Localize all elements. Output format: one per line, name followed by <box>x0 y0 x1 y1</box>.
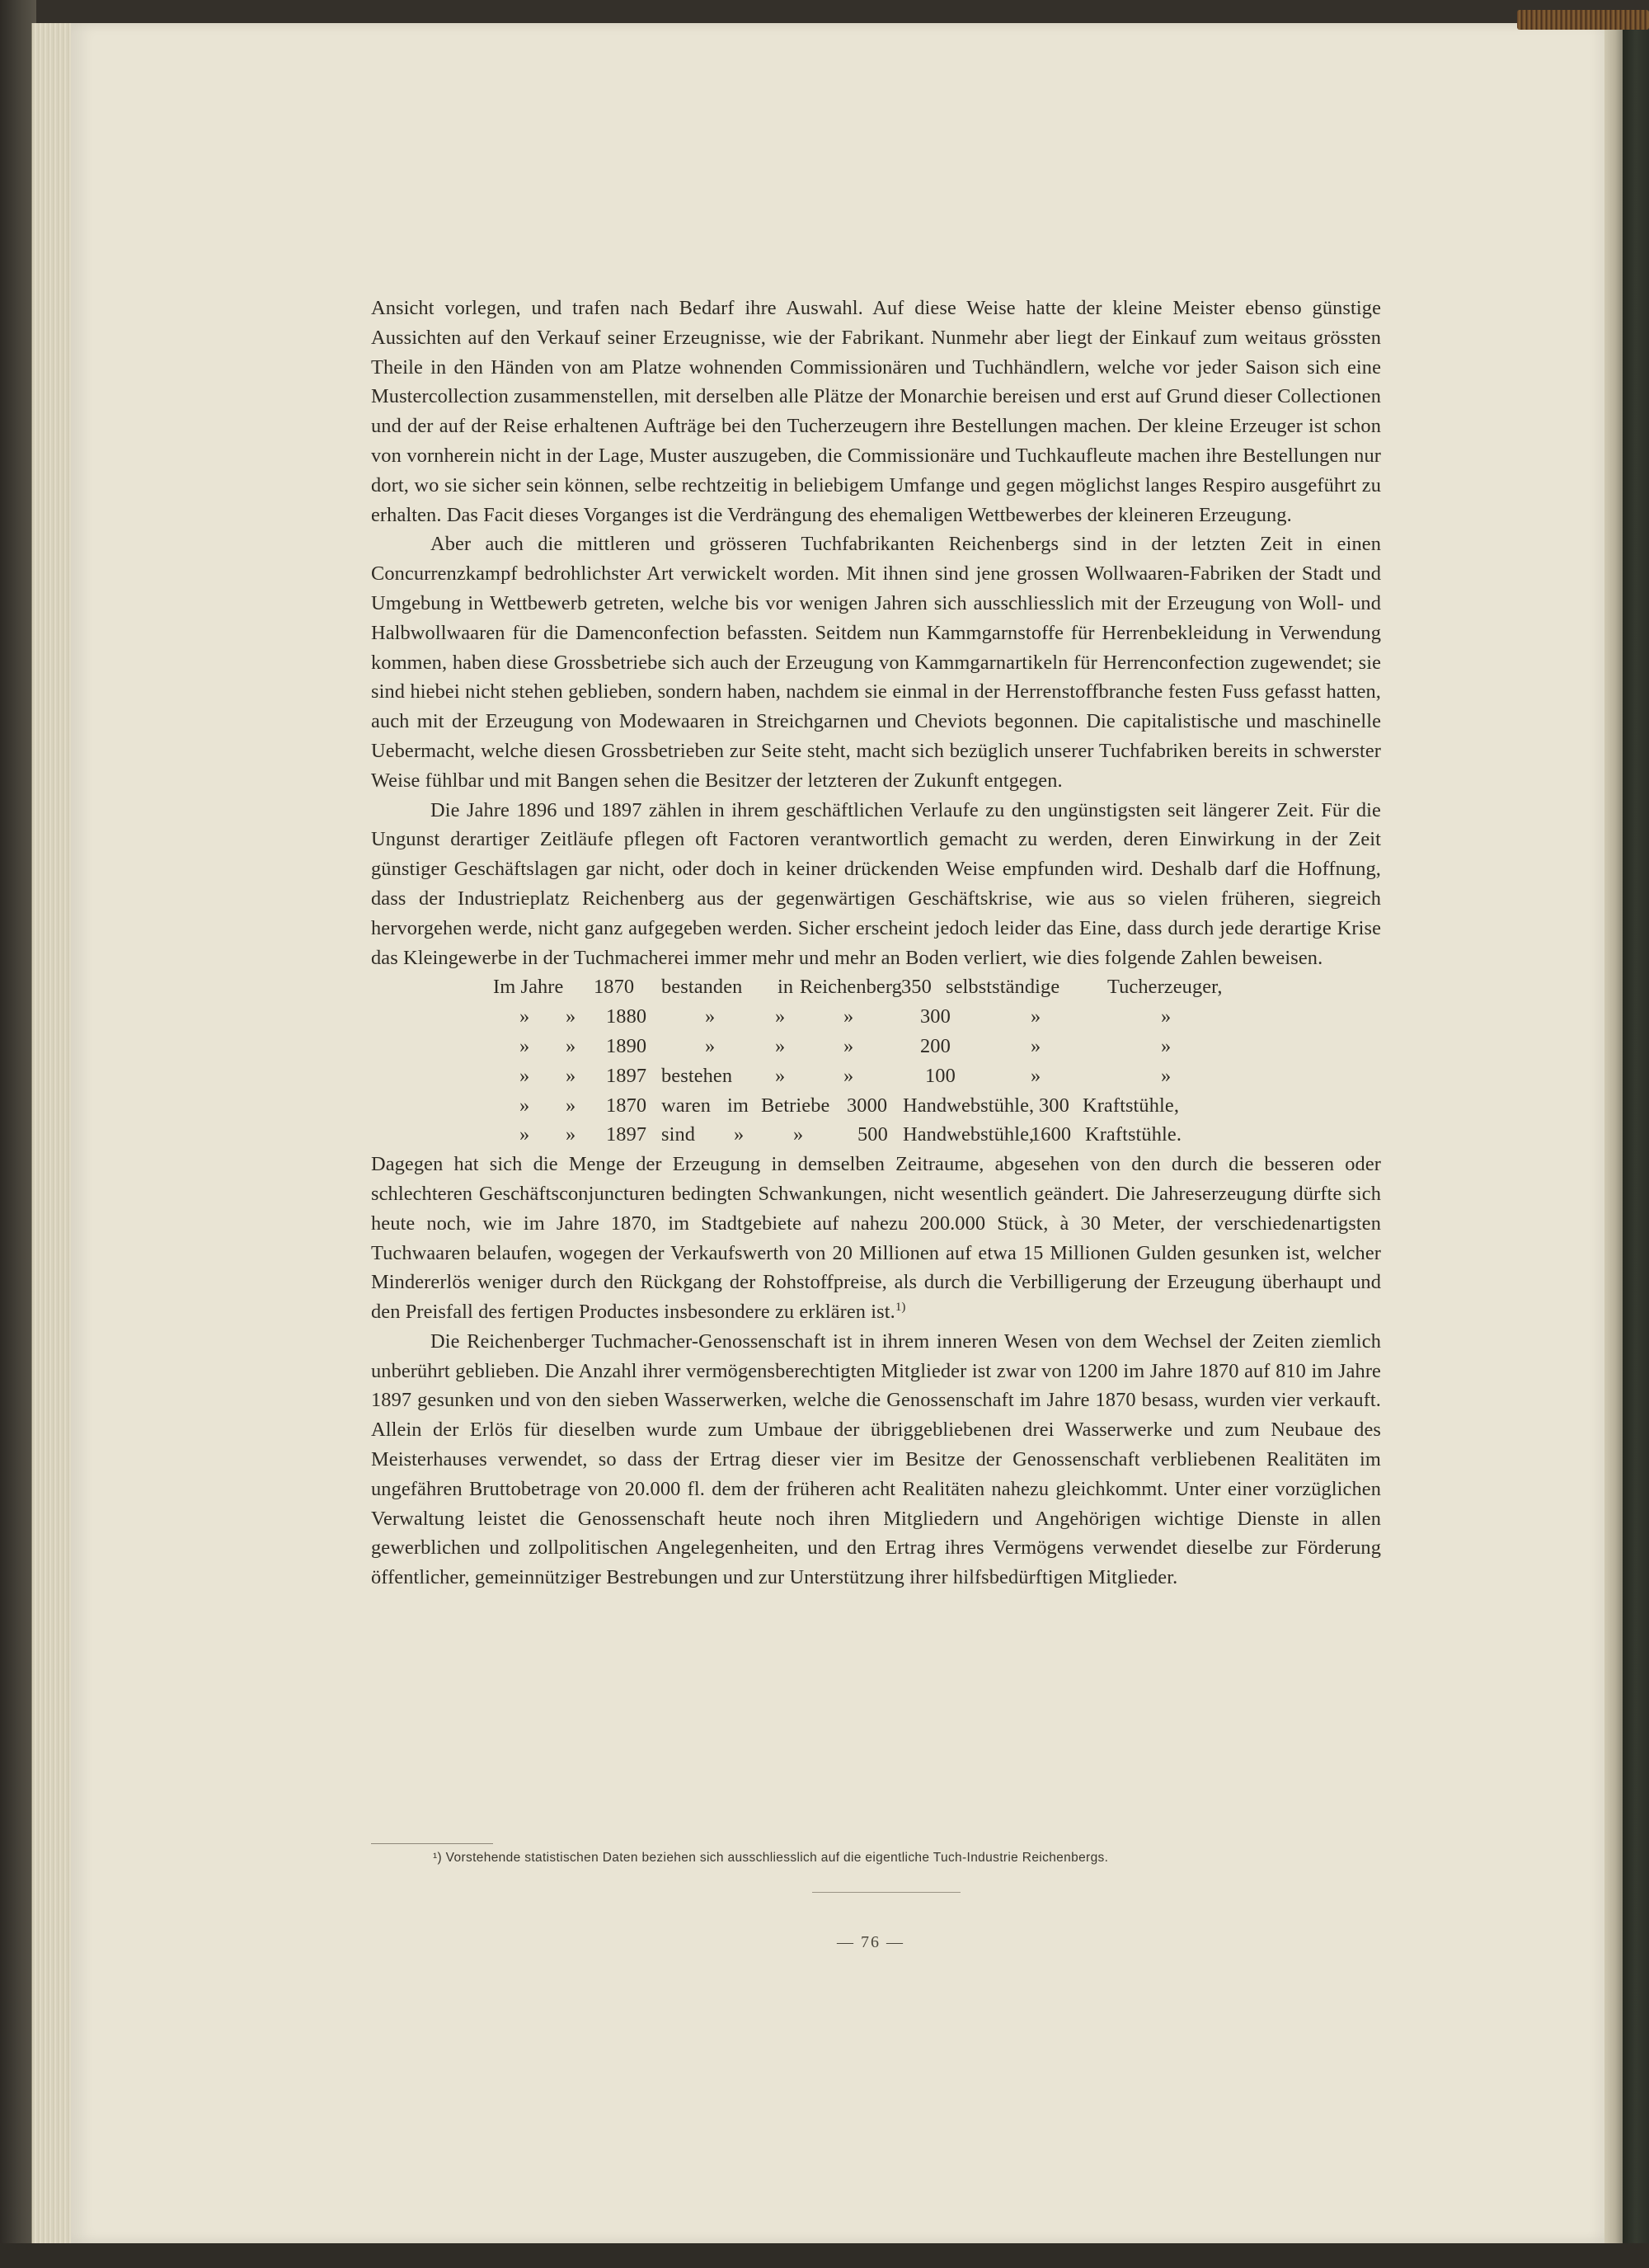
stats-cell: » <box>1161 1064 1172 1087</box>
stats-cell: » <box>519 1123 530 1146</box>
statistics-table <box>371 972 1381 1150</box>
stats-row <box>371 1061 1381 1091</box>
stats-row <box>371 1032 1381 1061</box>
paragraph-5: Die Reichenberger Tuchmacher-Genossenschaft ist in ihrem inneren Wesen von dem Wechsel der Zeiten ziemlich unberührt geblieben. Die Anzahl ihrer vermögensberechtigten Mitglieder ist zwar von 1200 im Jahre 1870 auf 810 im Jahre 1897 gesunken und von den sieben Wasserwerken, welche die Genossenschaft im Jahre 1870 besass, wurden vier verkauft. Allein der Erlös für dieselben wurde zum Umbaue der übriggebliebenen drei Wasserwerke und zum Neubaue des Meisterhauses verwendet, so dass der Ertrag dieser vier im Besitze der Genossenschaft verbliebenen Realitäten im ungefähren Bruttobetrage von 20.000 fl. dem der früheren acht Realitäten nahezu gleichkommt. Unter einer vorzüglichen Verwaltung leistet die Genossenschaft heute noch ihren Mitgliedern und Angehörigen wichtige Dienste in allen gewerblichen und zollpolitischen Angelegenheiten, und den Ertrag ihres Vermögens verwendet dieselbe zur Förderung öffentlicher, gemeinnütziger Bestrebungen und zur Unterstützung ihrer hilfsbedürftigen Mitglieder. <box>371 1329 1381 1589</box>
stats-cell: » <box>705 1005 716 1028</box>
footnote-reference[interactable]: 1) <box>895 1300 906 1314</box>
stats-cell: 3000 <box>847 1094 888 1117</box>
footnote-rule <box>371 1843 493 1844</box>
stats-cell: 1897 <box>606 1123 647 1146</box>
paragraph-4-text: Dagegen hat sich die Menge der Erzeugung in demselben Zeitraume, abgesehen von den durch die besseren oder schlechteren Geschäftsconjuncturen bedingten Schwankungen, nicht wesentlich geändert. Die Jahreserzeugung dürfte sich heute noch, wie im Jahre 1870, im Stadtgebiete auf nahezu 200.000 Stück, à 30 Meter, der verschiedenartigsten Tuchwaaren belaufen, wogegen der Verkaufswerth von 20 Millionen auf etwa 15 Millionen Gulden gesunken ist, welcher Mindererlös weniger durch den Rückgang der Rohstoffpreise, als durch die Verbilligerung der Erzeugung überhaupt und den Preisfall des fertigen Productes insbesondere zu erklären ist. <box>371 1153 1381 1324</box>
stats-cell: 300 <box>1039 1094 1069 1117</box>
book-headband <box>1517 10 1649 30</box>
stats-cell: » <box>775 1005 786 1028</box>
stats-cell: » <box>1031 1005 1041 1028</box>
stats-cell: 1897 <box>606 1064 647 1087</box>
stats-cell: 1870 <box>606 1094 647 1117</box>
stats-cell: 100 <box>925 1064 956 1087</box>
stats-cell: Handwebstühle, <box>903 1094 1035 1117</box>
stats-cell: » <box>705 1034 716 1057</box>
stats-cell: » <box>566 1094 576 1117</box>
bottom-shadow <box>0 2243 1649 2268</box>
stats-row <box>371 1120 1381 1150</box>
stats-cell: selbstständige <box>946 976 1060 999</box>
stats-cell: bestanden <box>661 976 743 999</box>
stats-row <box>371 972 1381 1002</box>
stats-cell: » <box>734 1123 745 1146</box>
stats-cell: 1880 <box>606 1005 647 1028</box>
paragraph-2: Aber auch die mittleren und grösseren Tuchfabrikanten Reichenbergs sind in der letzten Zeit in einen Concurrenzkampf bedrohlichster Art verwickelt worden. Mit ihnen sind jene grossen Wollwaaren-Fabriken der Stadt und Umgebung in Wettbewerb getreten, welche bis vor wenigen Jahren sich ausschliesslich mit der Erzeugung von Woll- und Halbwollwaaren für die Damenconfection befassten. Seitdem nun Kammgarnstoffe für Herrenbekleidung in Verwendung kommen, haben diese Grossbetriebe sich auch der Erzeugung von Kammgarnartikeln für Herrenconfection zugewendet; sie sind hiebei nicht stehen geblieben, sondern haben, nachdem sie einmal in der Herrenstoffbranche festen Fuss gefasst hatten, auch mit der Erzeugung von Modewaaren in Streichgarnen und Cheviots begonnen. Die capitalistische und maschinelle Uebermacht, welche diesen Grossbetrieben zur Seite steht, macht sich bezüglich unserer Tuchfabriken bereits in schwerster Weise fühlbar und mit Bangen sehen die Besitzer der letzteren der Zukunft entgegen. <box>371 533 1381 792</box>
stats-cell: waren <box>661 1094 712 1117</box>
stats-cell: 200 <box>920 1034 951 1057</box>
page-number: — 76 — <box>837 1933 904 1951</box>
stats-cell: » <box>1161 1005 1172 1028</box>
stats-cell: » <box>519 1034 530 1057</box>
stats-cell: Kraftstühle, <box>1083 1094 1180 1117</box>
page-edges-left <box>31 23 75 2243</box>
footnote: ¹) Vorstehende statistischen Daten beziehen sich ausschliesslich auf die eigentliche Tuch-Industrie Reichenbergs. <box>433 1851 1109 1865</box>
stats-cell: 1890 <box>606 1034 647 1057</box>
stats-cell: Handwebstühle, <box>903 1123 1035 1146</box>
stats-cell: » <box>1031 1064 1041 1087</box>
stats-cell: 1600 <box>1031 1123 1072 1146</box>
stats-row <box>371 1002 1381 1032</box>
paragraph-4 <box>371 1150 1381 1327</box>
stats-cell: Kraftstühle. <box>1085 1123 1182 1146</box>
stats-cell: » <box>775 1034 786 1057</box>
stats-cell: Tucherzeuger, <box>1107 976 1223 999</box>
book-cover-right <box>1623 16 1649 2252</box>
stats-cell: » <box>1161 1034 1172 1057</box>
main-text-column <box>371 294 1381 1593</box>
stats-cell: 300 <box>920 1005 951 1028</box>
stats-cell: in <box>778 976 794 999</box>
paragraph-3: Die Jahre 1896 und 1897 zählen in ihrem geschäftlichen Verlaufe zu den ungünstigsten seit längerer Zeit. Für die Ungunst derartiger Zeitläufe pflegen oft Factoren verantwortlich gemacht zu werden, deren Einwirkung in der Zeit günstiger Geschäftslagen gar nicht, oder doch in keiner drückenden Weise empfunden wird. Deshalb darf die Hoffnung, dass der Industrieplatz Reichenberg aus der gegenwärtigen Geschäftskrise, wie aus so vielen früheren, siegreich hervorgehen werde, nicht ganz aufgegeben werden. Sicher erscheint jedoch leider das Eine, dass durch jede derartige Krise das Kleingewerbe in der Tuchmacherei immer mehr und mehr an Boden verliert, wie dies folgende Zahlen beweisen. <box>371 798 1381 969</box>
stats-cell: » <box>843 1064 854 1087</box>
page-edges-right <box>1604 25 1623 2243</box>
stats-cell: 350 <box>901 976 932 999</box>
stats-cell: Reichenberg <box>800 976 902 999</box>
stats-cell: » <box>1031 1034 1041 1057</box>
stats-cell: » <box>566 1123 576 1146</box>
stats-cell: » <box>566 1064 576 1087</box>
stats-cell: Im Jahre <box>493 976 564 999</box>
stats-cell: » <box>566 1034 576 1057</box>
stats-row <box>371 1091 1381 1121</box>
stats-cell: sind <box>661 1123 696 1146</box>
end-rule <box>812 1892 961 1893</box>
stats-cell: » <box>519 1064 530 1087</box>
stats-cell: 500 <box>857 1123 888 1146</box>
stats-cell: 1870 <box>594 976 635 999</box>
stats-cell: bestehen <box>661 1064 733 1087</box>
stats-cell: » <box>843 1034 854 1057</box>
stats-cell: im <box>727 1094 749 1117</box>
paragraph-1: Ansicht vorlegen, und trafen nach Bedarf ihre Auswahl. Auf diese Weise hatte der kleine Meister ebenso günstige Aussichten auf den Verkauf seiner Erzeugnisse, wie der Fabrikant. Nunmehr aber liegt der Einkauf zum weitaus grössten Theile in den Händen von am Platze wohnenden Commissionären und Tuchhändlern, welche vor jeder Saison sich eine Mustercollection zusammenstellen, mit derselben alle Plätze der Monarchie bereisen und erst auf Grund dieser Collectionen und der auf der Reise erhaltenen Aufträge bei den Tucherzeugern ihre Bestellungen machen. Der kleine Erzeuger ist schon von vornherein nicht in der Lage, Muster auszugeben, die Commissionäre und Tuchkaufleute machen ihre Bestellungen nur dort, wo sie sicher sein können, selbe rechtzeitig in beliebigem Umfange und gegen möglichst langes Respiro ausgeführt zu erhalten. Das Facit dieses Vorganges ist die Verdrängung des ehemaligen Wettbewerbes der kleineren Erzeugung. <box>371 297 1381 526</box>
stats-cell: » <box>519 1094 530 1117</box>
stats-cell: » <box>566 1005 576 1028</box>
stats-cell: » <box>843 1005 854 1028</box>
stats-cell: » <box>519 1005 530 1028</box>
stats-cell: » <box>793 1123 804 1146</box>
stats-cell: Betriebe <box>761 1094 830 1117</box>
stats-cell: » <box>775 1064 786 1087</box>
